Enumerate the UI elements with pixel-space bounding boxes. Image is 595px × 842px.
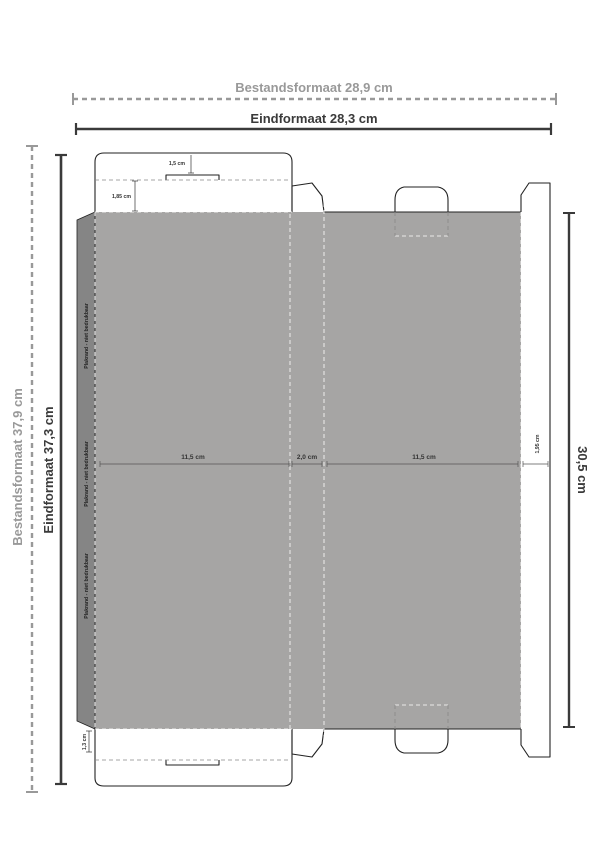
final-width-label: Eindformaat 28,3 cm xyxy=(250,111,378,126)
file-height-dimension xyxy=(10,146,38,792)
glue-strip-label-2: Plakrand - niet bedrukbaar xyxy=(84,441,90,507)
top-tab-label: 1,5 cm xyxy=(168,161,185,167)
side-flap-measure xyxy=(523,434,548,467)
side-flap-label: 1,95 cm xyxy=(535,434,541,454)
final-width-dimension xyxy=(76,111,551,135)
body-height-dimension xyxy=(563,213,590,727)
glue-strip-label-1: Plakrand - niet bedrukbaar xyxy=(84,303,90,369)
file-width-dimension xyxy=(73,80,556,105)
panel-right-label: 11,5 cm xyxy=(412,454,436,461)
bottom-tab-label: 1,3 cm xyxy=(82,733,88,751)
print-area xyxy=(95,212,521,729)
panel-left-label: 11,5 cm xyxy=(181,454,205,461)
top-flap-label: 1,85 cm xyxy=(111,194,131,200)
body-height-label: 30,5 cm xyxy=(575,446,590,494)
spine-label: 2,0 cm xyxy=(296,454,318,461)
bottom-tab-measure xyxy=(82,731,92,752)
top-tab-measure xyxy=(169,155,194,173)
file-height-label: Bestandsformaat 37,9 cm xyxy=(10,388,25,546)
final-height-label: Eindformaat 37,3 cm xyxy=(41,406,56,534)
file-width-label: Bestandsformaat 28,9 cm xyxy=(235,80,393,95)
glue-strip-label-3: Plakrand - niet bedrukbaar xyxy=(84,553,90,619)
final-height-dimension xyxy=(41,155,67,784)
top-flap-measure xyxy=(112,181,138,211)
